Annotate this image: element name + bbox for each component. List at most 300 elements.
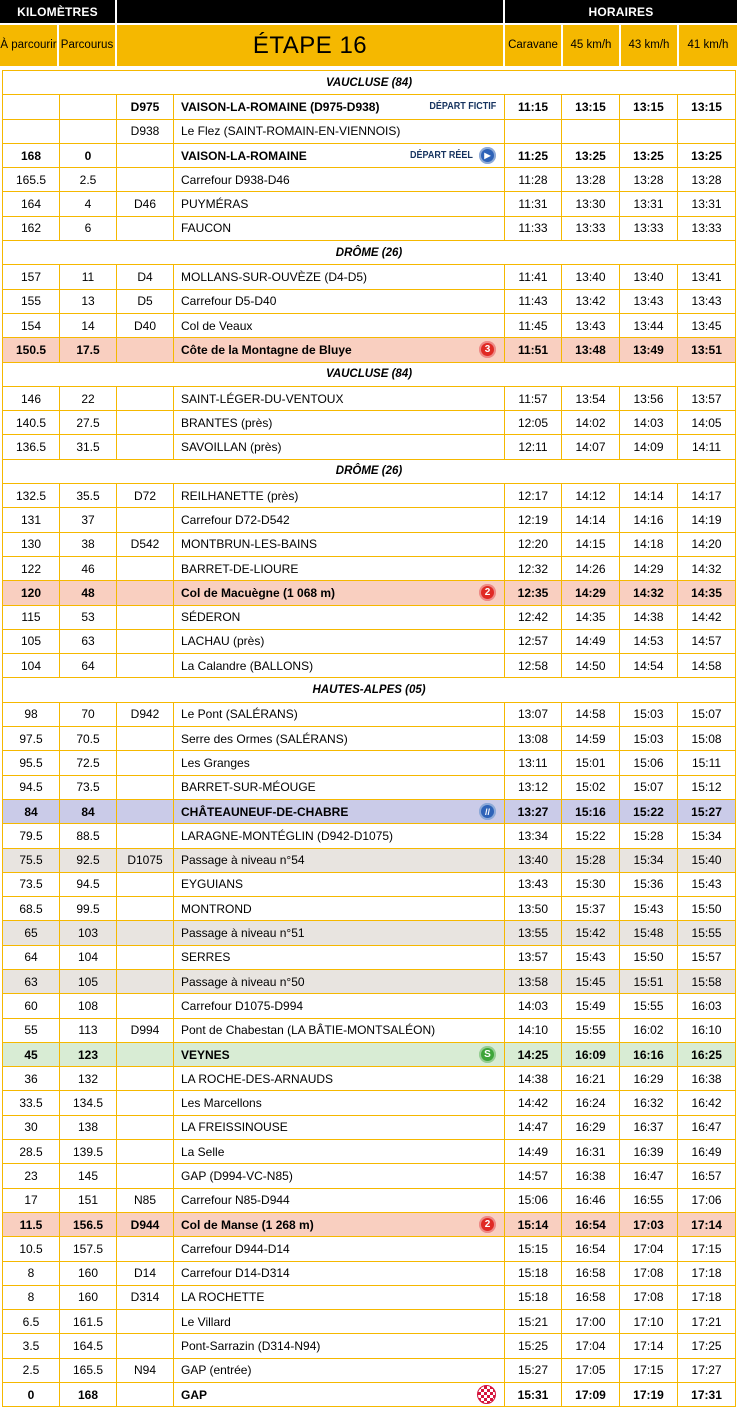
itinerary-row bbox=[3, 95, 736, 119]
time-43: 17:03 bbox=[620, 1212, 678, 1236]
km-covered: 103 bbox=[60, 921, 117, 945]
time-41: 14:58 bbox=[678, 654, 736, 678]
time-43: 17:04 bbox=[620, 1237, 678, 1261]
road-code: D942 bbox=[117, 702, 174, 726]
time-caravane: 12:20 bbox=[505, 532, 562, 556]
time-43: 14:53 bbox=[620, 629, 678, 653]
road-code bbox=[117, 581, 174, 605]
road-code bbox=[117, 799, 174, 823]
time-45: 14:29 bbox=[562, 581, 620, 605]
place-wrap bbox=[181, 513, 504, 527]
place-wrap bbox=[181, 732, 504, 746]
km-remaining: 55 bbox=[3, 1018, 60, 1042]
place-wrap bbox=[181, 803, 504, 820]
time-45: 14:35 bbox=[562, 605, 620, 629]
itinerary-row bbox=[3, 1334, 736, 1358]
place-name: VAISON-LA-ROMAINE (D975-D938) bbox=[181, 99, 380, 114]
time-43: 13:31 bbox=[620, 192, 678, 216]
km-remaining: 79.5 bbox=[3, 824, 60, 848]
place-name: LA ROCHETTE bbox=[181, 1290, 265, 1305]
km-covered: 132 bbox=[60, 1067, 117, 1091]
road-code: D994 bbox=[117, 1018, 174, 1042]
place-cell bbox=[174, 216, 505, 240]
road-code bbox=[117, 1140, 174, 1164]
place-name: VAISON-LA-ROMAINE bbox=[181, 148, 307, 163]
time-caravane: 14:42 bbox=[505, 1091, 562, 1115]
place-wrap bbox=[181, 853, 504, 867]
place-cell bbox=[174, 969, 505, 993]
km-remaining: 63 bbox=[3, 969, 60, 993]
time-45: 14:59 bbox=[562, 727, 620, 751]
place-name: Pont-Sarrazin (D314-N94) bbox=[181, 1339, 321, 1354]
place-markers bbox=[473, 1216, 496, 1233]
itinerary-row bbox=[3, 1383, 736, 1407]
time-45: 16:24 bbox=[562, 1091, 620, 1115]
road-code: D1075 bbox=[117, 848, 174, 872]
time-43: 13:40 bbox=[620, 265, 678, 289]
place-wrap bbox=[181, 319, 504, 333]
time-43: 15:28 bbox=[620, 824, 678, 848]
place-cell bbox=[174, 289, 505, 313]
time-43: 15:03 bbox=[620, 727, 678, 751]
km-remaining: 140.5 bbox=[3, 411, 60, 435]
km-covered: 4 bbox=[60, 192, 117, 216]
time-41: 14:11 bbox=[678, 435, 736, 459]
itinerary-row bbox=[3, 192, 736, 216]
place-cell bbox=[174, 1261, 505, 1285]
place-cell bbox=[174, 799, 505, 823]
km-remaining: 168 bbox=[3, 143, 60, 167]
place-name: Carrefour D5-D40 bbox=[181, 294, 277, 309]
time-caravane: 13:08 bbox=[505, 727, 562, 751]
km-covered: 84 bbox=[60, 799, 117, 823]
horaires-header: HORAIRES bbox=[505, 0, 737, 23]
road-code: D944 bbox=[117, 1212, 174, 1236]
place-cell bbox=[174, 435, 505, 459]
km-covered: 145 bbox=[60, 1164, 117, 1188]
road-code bbox=[117, 921, 174, 945]
place-name: GAP (entrée) bbox=[181, 1363, 252, 1378]
place-wrap bbox=[181, 489, 504, 503]
km-covered: 48 bbox=[60, 581, 117, 605]
time-41: 16:49 bbox=[678, 1140, 736, 1164]
time-41: 14:35 bbox=[678, 581, 736, 605]
time-caravane: 15:21 bbox=[505, 1310, 562, 1334]
time-caravane: 13:40 bbox=[505, 848, 562, 872]
region-label: DRÔME (26) bbox=[3, 241, 736, 265]
place-cell bbox=[174, 338, 505, 362]
time-caravane: 11:57 bbox=[505, 386, 562, 410]
km-covered: 17.5 bbox=[60, 338, 117, 362]
place-name: LACHAU (près) bbox=[181, 634, 265, 649]
time-41: 13:41 bbox=[678, 265, 736, 289]
place-wrap bbox=[181, 1023, 504, 1037]
time-41: 15:43 bbox=[678, 872, 736, 896]
km-covered: 38 bbox=[60, 532, 117, 556]
place-cell bbox=[174, 1018, 505, 1042]
road-code bbox=[117, 556, 174, 580]
place-markers bbox=[471, 1385, 496, 1404]
place-name: SERRES bbox=[181, 950, 231, 965]
time-caravane: 15:15 bbox=[505, 1237, 562, 1261]
time-41: 14:05 bbox=[678, 411, 736, 435]
place-cell bbox=[174, 727, 505, 751]
place-cell bbox=[174, 508, 505, 532]
itinerary-body bbox=[3, 71, 736, 1407]
road-code bbox=[117, 168, 174, 192]
time-caravane: 15:18 bbox=[505, 1285, 562, 1309]
itinerary-row bbox=[3, 1261, 736, 1285]
time-45: 14:14 bbox=[562, 508, 620, 532]
place-cell bbox=[174, 872, 505, 896]
place-markers bbox=[473, 803, 496, 820]
place-wrap bbox=[181, 416, 504, 430]
road-code bbox=[117, 435, 174, 459]
km-covered: 14 bbox=[60, 313, 117, 337]
km-remaining: 8 bbox=[3, 1285, 60, 1309]
road-code bbox=[117, 1164, 174, 1188]
itinerary-row bbox=[3, 629, 736, 653]
time-43: 14:16 bbox=[620, 508, 678, 532]
time-45: 13:15 bbox=[562, 95, 620, 119]
time-caravane: 12:05 bbox=[505, 411, 562, 435]
place-cell bbox=[174, 1310, 505, 1334]
itinerary-row bbox=[3, 751, 736, 775]
time-43: 15:06 bbox=[620, 751, 678, 775]
region-row bbox=[3, 459, 736, 483]
km-covered: 2.5 bbox=[60, 168, 117, 192]
time-45: 15:49 bbox=[562, 994, 620, 1018]
place-cell bbox=[174, 119, 505, 143]
time-caravane: 14:38 bbox=[505, 1067, 562, 1091]
road-code: D72 bbox=[117, 484, 174, 508]
time-43: 13:43 bbox=[620, 289, 678, 313]
km-remaining: 122 bbox=[3, 556, 60, 580]
place-cell bbox=[174, 581, 505, 605]
time-43: 16:47 bbox=[620, 1164, 678, 1188]
place-name: PUYMÉRAS bbox=[181, 197, 249, 212]
itinerary-row bbox=[3, 1091, 736, 1115]
km-remaining: 164 bbox=[3, 192, 60, 216]
itinerary-row bbox=[3, 1188, 736, 1212]
time-41: 16:42 bbox=[678, 1091, 736, 1115]
place-name: MOLLANS-SUR-OUVÈZE (D4-D5) bbox=[181, 270, 368, 285]
time-43: 14:38 bbox=[620, 605, 678, 629]
place-name: REILHANETTE (près) bbox=[181, 488, 299, 503]
itinerary-row bbox=[3, 216, 736, 240]
itinerary-row bbox=[3, 265, 736, 289]
time-41: 14:42 bbox=[678, 605, 736, 629]
time-41: 15:40 bbox=[678, 848, 736, 872]
km-remaining: 97.5 bbox=[3, 727, 60, 751]
place-name: Le Flez (SAINT-ROMAIN-EN-VIENNOIS) bbox=[181, 124, 401, 139]
place-name: Carrefour D72-D542 bbox=[181, 512, 290, 527]
place-name: La Calandre (BALLONS) bbox=[181, 658, 314, 673]
time-43: 16:37 bbox=[620, 1115, 678, 1139]
itinerary-row bbox=[3, 1358, 736, 1382]
road-code bbox=[117, 411, 174, 435]
time-45: 15:37 bbox=[562, 897, 620, 921]
place-cell bbox=[174, 1188, 505, 1212]
time-43: 15:51 bbox=[620, 969, 678, 993]
itinerary-row bbox=[3, 289, 736, 313]
time-43: 16:29 bbox=[620, 1067, 678, 1091]
time-45: 17:05 bbox=[562, 1358, 620, 1382]
place-wrap bbox=[181, 440, 504, 454]
place-name: BARRET-SUR-MÉOUGE bbox=[181, 780, 316, 795]
km-remaining: 30 bbox=[3, 1115, 60, 1139]
km-remaining: 155 bbox=[3, 289, 60, 313]
itinerary-row bbox=[3, 605, 736, 629]
km-remaining: 68.5 bbox=[3, 897, 60, 921]
place-wrap bbox=[181, 1169, 504, 1183]
km-remaining: 45 bbox=[3, 1042, 60, 1066]
place-cell bbox=[174, 897, 505, 921]
time-caravane: 13:11 bbox=[505, 751, 562, 775]
place-name: Les Granges bbox=[181, 755, 250, 770]
itinerary-table bbox=[2, 70, 736, 1407]
time-43: 14:29 bbox=[620, 556, 678, 580]
time-43: 17:19 bbox=[620, 1383, 678, 1407]
time-45: 16:46 bbox=[562, 1188, 620, 1212]
place-cell bbox=[174, 1164, 505, 1188]
place-wrap bbox=[181, 197, 504, 211]
time-43: 14:03 bbox=[620, 411, 678, 435]
time-45: 15:22 bbox=[562, 824, 620, 848]
road-code bbox=[117, 751, 174, 775]
km-covered bbox=[60, 95, 117, 119]
stage-title: ÉTAPE 16 bbox=[117, 25, 503, 66]
itinerary-row bbox=[3, 654, 736, 678]
km-covered: 134.5 bbox=[60, 1091, 117, 1115]
time-43: 16:32 bbox=[620, 1091, 678, 1115]
place-name: Passage à niveau n°51 bbox=[181, 926, 305, 941]
km-covered: 13 bbox=[60, 289, 117, 313]
time-43: 15:50 bbox=[620, 945, 678, 969]
road-code bbox=[117, 872, 174, 896]
road-code: N94 bbox=[117, 1358, 174, 1382]
time-41: 13:31 bbox=[678, 192, 736, 216]
km-covered: 165.5 bbox=[60, 1358, 117, 1382]
time-43: 15:55 bbox=[620, 994, 678, 1018]
place-cell bbox=[174, 1042, 505, 1066]
place-wrap bbox=[181, 1216, 504, 1233]
itinerary-row bbox=[3, 556, 736, 580]
km-remaining: 95.5 bbox=[3, 751, 60, 775]
region-row bbox=[3, 71, 736, 95]
place-cell bbox=[174, 1285, 505, 1309]
place-name: Carrefour D1075-D994 bbox=[181, 998, 304, 1013]
km-covered: 31.5 bbox=[60, 435, 117, 459]
place-cell bbox=[174, 1334, 505, 1358]
time-43: 13:25 bbox=[620, 143, 678, 167]
time-41: 15:58 bbox=[678, 969, 736, 993]
time-41 bbox=[678, 119, 736, 143]
feed-zone-icon: // bbox=[479, 803, 496, 820]
place-wrap bbox=[181, 341, 504, 358]
place-wrap bbox=[181, 659, 504, 673]
header-blank bbox=[117, 0, 503, 23]
road-code bbox=[117, 508, 174, 532]
start-tag: DÉPART FICTIF bbox=[429, 101, 496, 113]
time-caravane: 15:25 bbox=[505, 1334, 562, 1358]
place-wrap bbox=[181, 270, 504, 284]
km-remaining: 6.5 bbox=[3, 1310, 60, 1334]
km-covered: 161.5 bbox=[60, 1310, 117, 1334]
time-41: 14:19 bbox=[678, 508, 736, 532]
time-41: 15:12 bbox=[678, 775, 736, 799]
km-covered: 157.5 bbox=[60, 1237, 117, 1261]
place-name: Col de Manse (1 268 m) bbox=[181, 1217, 314, 1232]
time-45: 14:49 bbox=[562, 629, 620, 653]
place-name: SAVOILLAN (près) bbox=[181, 440, 282, 455]
road-code bbox=[117, 338, 174, 362]
itinerary-row bbox=[3, 386, 736, 410]
time-45: 13:28 bbox=[562, 168, 620, 192]
place-wrap bbox=[181, 562, 504, 576]
km-covered: 138 bbox=[60, 1115, 117, 1139]
km-remaining: 120 bbox=[3, 581, 60, 605]
time-41: 13:33 bbox=[678, 216, 736, 240]
road-code bbox=[117, 1067, 174, 1091]
place-cell bbox=[174, 313, 505, 337]
time-43: 16:16 bbox=[620, 1042, 678, 1066]
time-43: 14:09 bbox=[620, 435, 678, 459]
place-name: Col de Veaux bbox=[181, 318, 253, 333]
place-name: VEYNES bbox=[181, 1047, 230, 1062]
road-code bbox=[117, 969, 174, 993]
time-caravane: 13:50 bbox=[505, 897, 562, 921]
place-cell bbox=[174, 168, 505, 192]
place-cell bbox=[174, 532, 505, 556]
time-45: 13:25 bbox=[562, 143, 620, 167]
km-remaining: 150.5 bbox=[3, 338, 60, 362]
region-label: VAUCLUSE (84) bbox=[3, 362, 736, 386]
km-remaining: 98 bbox=[3, 702, 60, 726]
time-43: 17:08 bbox=[620, 1261, 678, 1285]
time-45: 16:54 bbox=[562, 1237, 620, 1261]
place-cell bbox=[174, 1115, 505, 1139]
itinerary-row bbox=[3, 969, 736, 993]
time-45: 14:12 bbox=[562, 484, 620, 508]
itinerary-row bbox=[3, 411, 736, 435]
place-cell bbox=[174, 484, 505, 508]
time-41: 13:57 bbox=[678, 386, 736, 410]
place-name: Côte de la Montagne de Bluye bbox=[181, 342, 352, 357]
time-43: 14:32 bbox=[620, 581, 678, 605]
start-play-icon: ▶ bbox=[479, 147, 496, 164]
km-covered: 0 bbox=[60, 143, 117, 167]
time-caravane: 11:33 bbox=[505, 216, 562, 240]
km-covered: 156.5 bbox=[60, 1212, 117, 1236]
time-41: 15:08 bbox=[678, 727, 736, 751]
table-header bbox=[0, 0, 737, 66]
time-41: 13:28 bbox=[678, 168, 736, 192]
road-code: D46 bbox=[117, 192, 174, 216]
time-41: 15:55 bbox=[678, 921, 736, 945]
itinerary-row bbox=[3, 945, 736, 969]
time-45: 13:43 bbox=[562, 313, 620, 337]
time-45: 13:54 bbox=[562, 386, 620, 410]
place-wrap bbox=[181, 1266, 504, 1280]
place-cell bbox=[174, 751, 505, 775]
time-45: 15:55 bbox=[562, 1018, 620, 1042]
time-41: 15:07 bbox=[678, 702, 736, 726]
itinerary-row bbox=[3, 168, 736, 192]
place-name: Col de Macuègne (1 068 m) bbox=[181, 585, 336, 600]
km-covered: 73.5 bbox=[60, 775, 117, 799]
place-cell bbox=[174, 143, 505, 167]
place-name: Pont de Chabestan (LA BÂTIE-MONTSALÉON) bbox=[181, 1023, 436, 1038]
place-name: GAP bbox=[181, 1387, 208, 1402]
itinerary-row bbox=[3, 1164, 736, 1188]
km-covered: 123 bbox=[60, 1042, 117, 1066]
km-remaining: 84 bbox=[3, 799, 60, 823]
km-covered: 64 bbox=[60, 654, 117, 678]
place-cell bbox=[174, 1140, 505, 1164]
place-wrap bbox=[181, 124, 504, 138]
place-wrap bbox=[181, 1339, 504, 1353]
time-41: 13:51 bbox=[678, 338, 736, 362]
place-wrap bbox=[181, 1290, 504, 1304]
time-caravane: 15:06 bbox=[505, 1188, 562, 1212]
km-covered: 160 bbox=[60, 1285, 117, 1309]
time-43: 14:18 bbox=[620, 532, 678, 556]
place-cell bbox=[174, 95, 505, 119]
time-41: 17:31 bbox=[678, 1383, 736, 1407]
km-remaining: 131 bbox=[3, 508, 60, 532]
time-caravane: 15:14 bbox=[505, 1212, 562, 1236]
col-a-parcourir: À parcourir bbox=[0, 25, 57, 66]
km-covered: 99.5 bbox=[60, 897, 117, 921]
time-caravane: 13:57 bbox=[505, 945, 562, 969]
km-remaining: 157 bbox=[3, 265, 60, 289]
place-wrap bbox=[181, 584, 504, 601]
time-41: 17:18 bbox=[678, 1261, 736, 1285]
itinerary-row bbox=[3, 1018, 736, 1042]
time-45: 16:58 bbox=[562, 1285, 620, 1309]
time-43: 15:07 bbox=[620, 775, 678, 799]
time-caravane: 14:47 bbox=[505, 1115, 562, 1139]
road-code bbox=[117, 654, 174, 678]
itinerary-row bbox=[3, 508, 736, 532]
time-43: 17:08 bbox=[620, 1285, 678, 1309]
road-code bbox=[117, 945, 174, 969]
time-43: 15:43 bbox=[620, 897, 678, 921]
km-covered: 139.5 bbox=[60, 1140, 117, 1164]
road-code bbox=[117, 727, 174, 751]
place-cell bbox=[174, 945, 505, 969]
itinerary-row bbox=[3, 824, 736, 848]
time-caravane: 15:18 bbox=[505, 1261, 562, 1285]
time-45: 14:58 bbox=[562, 702, 620, 726]
time-41: 17:06 bbox=[678, 1188, 736, 1212]
place-wrap bbox=[181, 100, 504, 114]
time-41: 16:57 bbox=[678, 1164, 736, 1188]
time-43: 13:56 bbox=[620, 386, 678, 410]
region-row bbox=[3, 241, 736, 265]
time-45: 16:38 bbox=[562, 1164, 620, 1188]
time-43: 15:48 bbox=[620, 921, 678, 945]
time-45: 14:50 bbox=[562, 654, 620, 678]
km-covered: 53 bbox=[60, 605, 117, 629]
time-caravane: 11:15 bbox=[505, 95, 562, 119]
time-caravane: 12:42 bbox=[505, 605, 562, 629]
time-41: 13:43 bbox=[678, 289, 736, 313]
place-name: Carrefour D938-D46 bbox=[181, 172, 290, 187]
region-row bbox=[3, 362, 736, 386]
place-markers bbox=[473, 584, 496, 601]
